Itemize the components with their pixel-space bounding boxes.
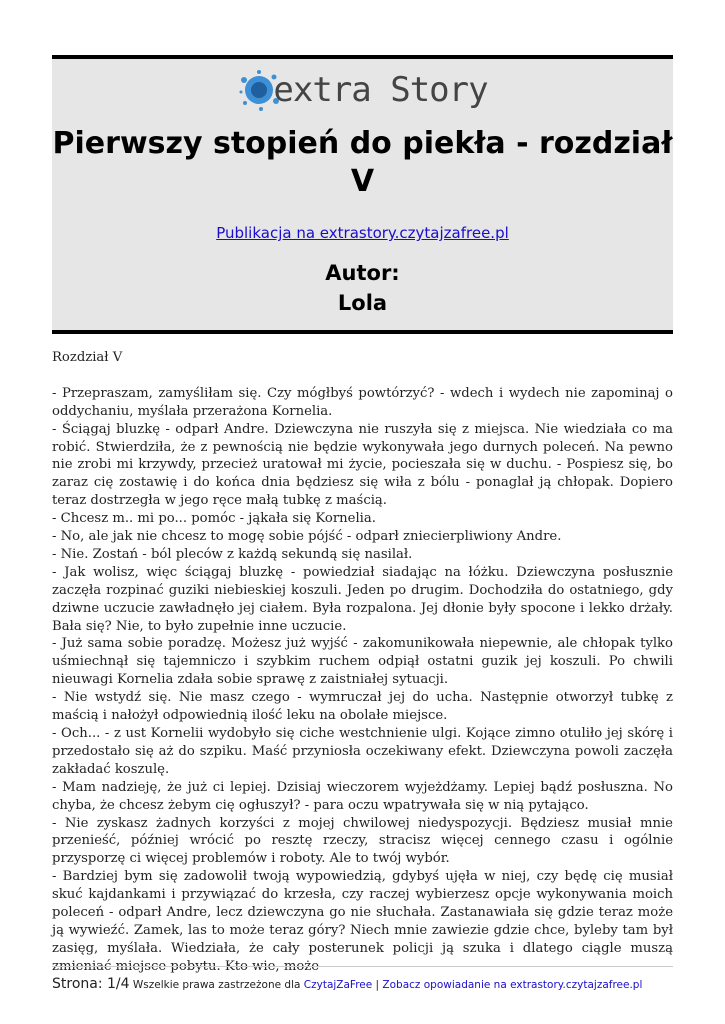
paragraph: - Przepraszam, zamyśliłam się. Czy mógłbyś powtórzyć? - wdech i wydech nie zapominaj o oddychaniu, myślała przerażona Kornelia. [52,385,673,419]
paragraph: - Już sama sobie poradzę. Możesz już wyjść - zakomunikowała niepewnie, ale chłopak tylko uśmiechnął się tajemniczo i szybkim ruchem odpiął ostatni guzik jej koszuli. Po chwili nieuwagi Kornelia zdała sobie sprawę z zaistniałej sytuacji. [52,636,673,688]
page-footer [52,976,692,992]
footer-divider [52,966,673,967]
paragraph: - Chcesz m.. mi po... pomóc - jąkała się Kornelia. [52,511,376,527]
paragraph: - Jak wolisz, więc ściągaj bluzkę - powiedział siadając na łóżku. Dziewczyna posłusznie zaczęła rozpinać guziki niebieskiej koszuli. Jeden po drugim. Dochodziła do ostatniego, gdy dziwne uczucie zawładnęło jej ciałem. Była rozpalona. Jej dłonie były spocone i lekko drżały. Bała się? Nie, to było zupełnie inne uczucie. [52,564,673,634]
paragraph: - Och... - z ust Kornelii wydobyło się ciche westchnienie ulgi. Kojące zimno otuliło jej skórę i przedostało się aż do szpiku. Maść przyniosła oczekiwany efekt. Dziewczyna powoli zaczęła zakładać koszulę. [52,726,673,777]
author-label: Autor: [325,261,400,285]
paragraph: - Bardziej bym się zadowolił twoją wypowiedzią, gdybyś ujęła w niej, czy będę cię musiał skuć kajdankami i przywiązać do krzesła, czy raczej wybierzesz opcje wykonywania moich poleceń - odparł Andre, lecz dziewczyna go nie słuchała. Zastanawiała się gdzie teraz może ją wywieźć. Zamek, las to może teraz góry? Niech mnie zawiezie gdzie chce, byleby tam był zasięg, myślała. Wiedziała, że cały posterunek policji ją szuka i dlatego ciągle muszą zmieniać miejsce pobytu. Kto wie, może [52,869,673,974]
document-header [52,55,673,334]
paragraph: - No, ale jak nie chcesz to mogę sobie pójść - odparł zniecierpliwiony Andre. [52,529,562,545]
site-link[interactable]: CzytajZaFree [303,979,373,991]
story-link[interactable]: Zobacz opowiadanie na extrastory.czytajzafree.pl [382,979,643,991]
rights-text: Wszelkie prawa zastrzeżone dla [129,979,304,991]
paragraph: - Mam nadzieję, że już ci lepiej. Dzisiaj wieczorem wyjeżdżamy. Lepiej bądź posłuszna. No chyba, że chcesz żebym cię ogłuszył? - para oczu wpatrywała się w nią pytająco. [52,779,673,813]
footer-separator: | [372,979,383,991]
paragraph: - Nie wstydź się. Nie masz czego - wymruczał jej do ucha. Następnie otworzył tubkę z maścią i nałożył odpowiednią ilość leku na obolałe miejsce. [52,690,673,724]
paragraph: - Ściągaj bluzkę - odparł Andre. Dziewczyna nie ruszyła się z miejsca. Nie wiedziała co ma robić. Stwierdziła, że z pewnością nie będzie wykonywała jego durnych poleceń. Na pewno nie zrobi mi krzywdy, przecież uratował mi życie, pocieszała się w duchu. - Pospiesz się, bo zaraz cię zostawię i do końca dnia będziesz się wiła z bólu - ponaglał ją chłopak. Dopiero teraz dostrzegła w jego ręce małą tubkę z maścią. [52,421,673,509]
paragraph: - Nie. Zostań - ból pleców z każdą sekundą się nasilał. [52,546,413,562]
logo-text: extra Story [273,70,488,110]
story-content [52,349,673,976]
extra-story-logo [52,65,673,115]
chapter-heading: Rozdział V [52,350,123,365]
page-number: Strona: 1/4 [52,976,130,992]
publication-link[interactable]: Publikacja na extrastory.czytajzafree.pl [216,224,509,242]
paragraph: - Nie zyskasz żadnych korzyści z mojej chwilowej niedyspozycji. Będziesz musiał mnie przenieść, później wrócić po resztę rzeczy, stracisz więcej cennego czasu i ogólnie przysporzę ci więcej problemów i roboty. Ale to twój wybór. [52,815,673,867]
page-title: Pierwszy stopień do piekła - rozdział V [52,126,673,199]
author-name: Lola [337,291,388,315]
